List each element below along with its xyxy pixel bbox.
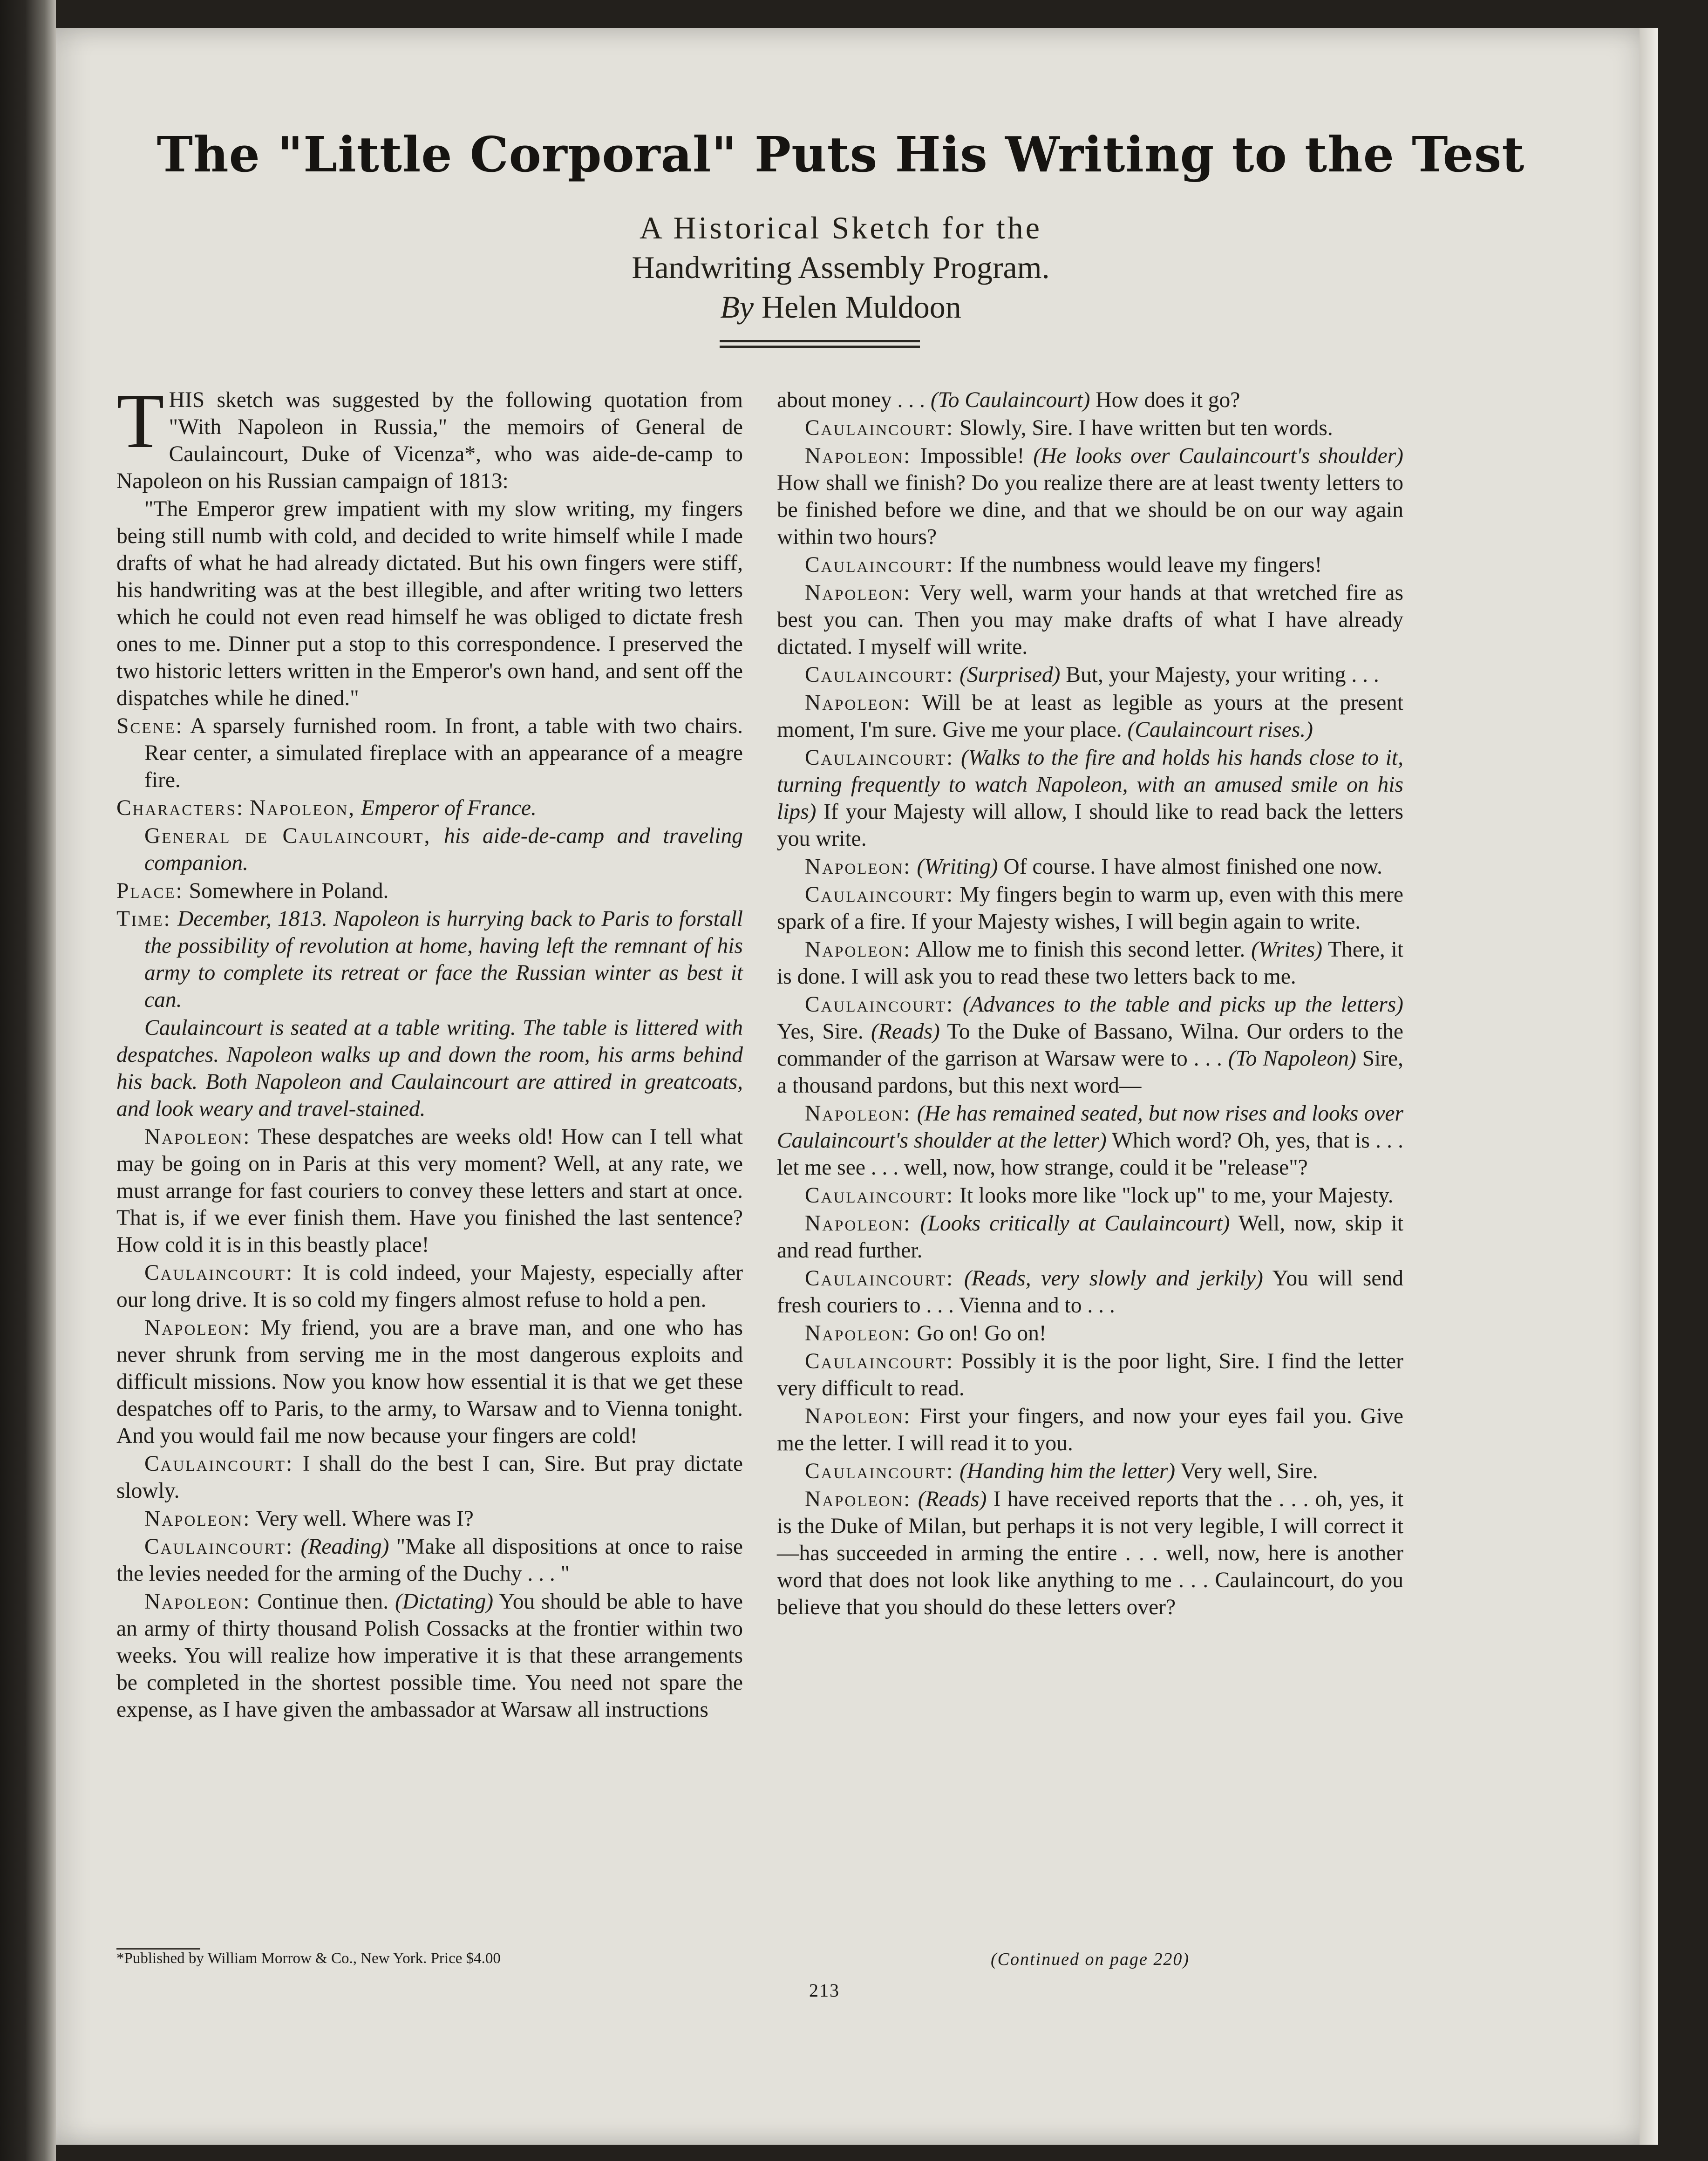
subtitle-line-1: A Historical Sketch for the	[640, 210, 1042, 245]
speaker-name: Caulaincourt:	[805, 992, 954, 1017]
paragraph	[116, 1123, 743, 1258]
title-rule-top	[720, 340, 920, 342]
speaker-name: Caulaincourt:	[805, 416, 954, 440]
paragraph	[777, 1265, 1403, 1319]
paragraph-text: Will be at least as legible as yours at the present moment, I'm sure. Give me your place.	[777, 691, 1403, 742]
speaker-name: Caulaincourt:	[805, 663, 954, 687]
paragraph-text: Slowly, Sire. I have written but ten words.	[959, 416, 1333, 440]
speaker-name: Napoleon:	[805, 691, 912, 715]
stage-direction: (Writing)	[917, 855, 998, 879]
paragraph-text: How shall we finish? Do you realize there are at least twenty letters to be finished before we dine, and that we should be on our way again within two hours?	[777, 471, 1403, 549]
paragraph-text: Of course. I have almost finished one now.	[1003, 855, 1382, 879]
paragraph	[777, 579, 1403, 660]
speaker-name: Caulaincourt:	[805, 883, 954, 907]
stage-label: Place:	[116, 879, 184, 903]
paragraph-text: Well, now, skip it and read further.	[777, 1211, 1403, 1263]
stage-direction: Emperor of France.	[361, 796, 537, 820]
paragraph	[777, 551, 1403, 578]
book-spine	[0, 0, 56, 2161]
paragraph-text: How does it go?	[1096, 388, 1240, 412]
byline	[154, 289, 1528, 326]
stage-direction: (Reading)	[300, 1535, 389, 1559]
speaker-name: Caulaincourt:	[805, 1183, 954, 1208]
speaker-name: Napoleon:	[144, 1316, 251, 1340]
paragraph-text: It looks more like "lock up" to me, your Majesty.	[959, 1183, 1394, 1208]
character-name: Napoleon,	[249, 796, 356, 820]
left-column	[116, 378, 743, 1724]
paragraph	[116, 905, 743, 1013]
speaker-name: Caulaincourt:	[144, 1261, 294, 1285]
paragraph-text: But, your Majesty, your writing . . .	[1066, 663, 1379, 687]
paragraph-text: Possibly it is the poor light, Sire. I find the letter very difficult to read.	[777, 1349, 1404, 1400]
speaker-name: Napoleon:	[144, 1590, 251, 1614]
paragraph	[116, 1533, 743, 1587]
paragraph	[116, 1450, 743, 1504]
paragraph	[777, 1100, 1403, 1181]
paragraph	[777, 689, 1403, 743]
paragraph	[777, 415, 1403, 442]
paragraph-text: Very well, warm your hands at that wretched fire as best you can. Then you may make drafts of what I have already dictated. I myself will write.	[777, 581, 1403, 659]
speaker-name: Napoleon:	[805, 938, 912, 962]
speaker-name: Napoleon:	[805, 581, 912, 605]
stage-direction: (To Napoleon)	[1228, 1047, 1356, 1071]
stage-direction: (He looks over Caulaincourt's shoulder)	[1033, 444, 1404, 468]
paragraph	[777, 1403, 1403, 1457]
stage-label: Characters:	[116, 796, 245, 820]
speaker-name: Napoleon:	[144, 1507, 251, 1531]
speaker-name: Napoleon:	[805, 444, 912, 468]
stage-direction: (Surprised)	[959, 663, 1061, 687]
paragraph-text: about money . . .	[777, 388, 925, 412]
paragraph	[777, 1348, 1403, 1402]
paragraph	[777, 1320, 1403, 1347]
paragraph	[116, 1588, 743, 1723]
speaker-name: Napoleon:	[805, 1487, 912, 1511]
paragraph	[116, 795, 743, 822]
stage-direction: (Caulaincourt rises.)	[1127, 718, 1313, 742]
page-number: 213	[809, 1980, 840, 2001]
paragraph-text: "Make all dispositions at once to raise the levies needed for the arming of the Duchy . . . "	[116, 1535, 743, 1586]
paragraph-text: Allow me to finish this second letter.	[916, 938, 1245, 962]
character-name: General de Caulaincourt,	[144, 824, 431, 848]
speaker-name: Caulaincourt:	[805, 1459, 954, 1483]
paragraph-text: I have received reports that the . . . oh, yes, it is the Duke of Milan, but perhaps it is not very legible, I will correct it—has succeeded in arming the entire . . . well, now, here is another word that does not look like anything to me . . . Caulaincourt, do you believe that you should do these letters over?	[777, 1487, 1404, 1619]
paragraph	[777, 1182, 1403, 1209]
stage-direction: (Reads)	[918, 1487, 987, 1511]
paragraph-text: It is cold indeed, your Majesty, especially after our long drive. It is so cold my fingers almost refuse to hold a pen.	[116, 1261, 743, 1312]
paragraph	[777, 442, 1403, 550]
paragraph-text: Yes, Sire.	[777, 1019, 864, 1044]
subtitle-line-2: Handwriting Assembly Program.	[632, 250, 1050, 285]
paragraph	[777, 661, 1403, 688]
paragraph	[777, 1486, 1403, 1621]
paragraph-text: Very well. Where was I?	[256, 1507, 474, 1531]
author-name: Helen Muldoon	[762, 289, 961, 325]
stage-direction: (To Caulaincourt)	[930, 388, 1090, 412]
speaker-name: Napoleon:	[805, 1321, 912, 1346]
paragraph-text: HIS sketch was suggested by the following quotation from "With Napoleon in Russia," the memoirs of General de Caulaincourt, Duke of Vicenza*, who was aide-de-camp to Napoleon on his Russian campaign of 1813:	[116, 388, 743, 493]
stage-direction: (Dictating)	[395, 1590, 494, 1614]
paragraph	[777, 881, 1403, 935]
paragraph-text: You will send fresh couriers to . . . Vienna and to . . .	[777, 1266, 1403, 1318]
paragraph-text: To the Duke of Bassano, Wilna. Our orders to the commander of the garrison at Warsaw were to . . .	[777, 1019, 1403, 1071]
paragraph	[116, 1314, 743, 1449]
stage-direction: December, 1813. Napoleon is hurrying back to Paris to forstall the possibility of revolution at home, having left the remnant of his army to complete its retreat or face the Russian winter as best it can.	[144, 907, 743, 1012]
paragraph	[116, 1505, 743, 1532]
page-edge	[1640, 28, 1658, 2145]
paragraph-text: If your Majesty will allow, I should like to read back the letters you write.	[777, 800, 1403, 851]
paragraph	[116, 877, 743, 904]
paragraph	[777, 1210, 1403, 1264]
paragraph	[777, 936, 1403, 990]
stage-direction: (Looks critically at Caulaincourt)	[920, 1211, 1230, 1236]
stage-direction: (Reads)	[871, 1019, 940, 1044]
stage-label: Scene:	[116, 714, 184, 738]
paragraph-text: My friend, you are a brave man, and one who has never shrunk from serving me in the most dangerous exploits and difficult missions. Now you know how essential it is that we get these despatches off to Paris, to the army, to Warsaw and to Vienna tonight. And you would fail me now because your fingers are cold!	[116, 1316, 743, 1448]
paragraph-text: First your fingers, and now your eyes fail you. Give me the letter. I will read it to you.	[777, 1404, 1403, 1455]
drop-cap: T	[116, 378, 164, 464]
speaker-name: Napoleon:	[805, 1404, 912, 1428]
paragraph	[116, 496, 743, 712]
stage-direction: (Reads, very slowly and jerkily)	[964, 1266, 1263, 1291]
stage-label: Time:	[116, 907, 171, 931]
paragraph-text: Impossible!	[920, 444, 1025, 468]
speaker-name: Caulaincourt:	[144, 1452, 294, 1476]
right-column	[777, 387, 1403, 1622]
paragraph-text: My fingers begin to warm up, even with this mere spark of a fire. If your Majesty wishes, I will begin again to write.	[777, 883, 1403, 934]
speaker-name: Caulaincourt:	[805, 746, 954, 770]
byline-prefix: By	[720, 289, 754, 325]
paragraph-text: There, it is done. I will ask you to read these two letters back to me.	[777, 938, 1403, 989]
speaker-name: Napoleon:	[144, 1125, 251, 1149]
paragraph-text: I shall do the best I can, Sire. But pray dictate slowly.	[116, 1452, 743, 1503]
paragraph-text: Which word? Oh, yes, that is . . . let me see . . . well, now, how strange, could it be "release"?	[777, 1128, 1403, 1180]
paragraph-text: If the numbness would leave my fingers!	[959, 553, 1322, 577]
speaker-name: Caulaincourt:	[805, 553, 954, 577]
article-title: The "Little Corporal" Puts His Writing to the Test	[157, 126, 1525, 183]
speaker-name: Caulaincourt:	[805, 1266, 954, 1291]
title-rule-bottom	[720, 346, 920, 348]
paragraph-text: Go on! Go on!	[917, 1321, 1047, 1346]
paragraph-text: "The Emperor grew impatient with my slow writing, my fingers being still numb with cold, and decided to write himself while I made drafts of what he had already dictated. But his own fingers were stiff, his handwriting was at the best illegible, and after writing two letters which he could not even read himself he was obliged to dictate fresh ones to me. Dinner put a stop to this correspondence. I preserved the two historic letters written in the Emperor's own hand, and sent off the dispatches while he dined."	[116, 497, 743, 710]
stage-direction: his aide-de-camp and traveling companion.	[144, 824, 743, 875]
paragraph-text: Continue then.	[257, 1590, 389, 1614]
paragraph	[777, 387, 1403, 414]
paragraph-text: Somewhere in Poland.	[189, 879, 389, 903]
paragraph	[777, 991, 1403, 1099]
footnote: *Published by William Morrow & Co., New York. Price $4.00	[116, 1950, 501, 1967]
speaker-name: Caulaincourt:	[805, 1349, 954, 1373]
speaker-name: Napoleon:	[805, 1101, 912, 1126]
paragraph-text: These despatches are weeks old! How can I tell what may be going on in Paris at this very moment? Well, at any rate, we must arrange for fast couriers to convey these letters and start at once. That is, if we ever finish them. Have you finished the last sentence? How cold it is in this beastly place!	[116, 1125, 743, 1257]
continued-note: (Continued on page 220)	[990, 1950, 1190, 1969]
paragraph-text: You should be able to have an army of thirty thousand Polish Cossacks at the frontier within two weeks. You will realize how imperative it is that these arrangements be completed in the shortest possible time. You need not spare the expense, as I have given the ambassador at Warsaw all instructions	[116, 1590, 743, 1722]
stage-direction: (He has remained seated, but now rises and looks over Caulaincourt's shoulder at the letter)	[777, 1101, 1403, 1153]
paragraph-text: Very well, Sire.	[1180, 1459, 1318, 1483]
paragraph-text: A sparsely furnished room. In front, a table with two chairs. Rear center, a simulated fireplace with an appearance of a meagre fire.	[144, 714, 743, 792]
stage-direction: (Handing him the letter)	[959, 1459, 1176, 1483]
paragraph	[116, 713, 743, 794]
stage-direction: (Walks to the fire and holds his hands close to it, turning frequently to watch Napoleon, with an amused smile on his lips)	[777, 746, 1403, 824]
paragraph	[777, 744, 1403, 852]
paragraph	[777, 853, 1403, 880]
paragraph	[116, 822, 743, 877]
stage-direction: (Advances to the table and picks up the letters)	[962, 992, 1404, 1017]
speaker-name: Napoleon:	[805, 855, 912, 879]
speaker-name: Napoleon:	[805, 1211, 912, 1236]
speaker-name: Caulaincourt:	[144, 1535, 294, 1559]
paragraph	[116, 1014, 743, 1122]
stage-direction: Caulaincourt is seated at a table writing. The table is littered with despatches. Napoleon walks up and down the room, his arms behind his back. Both Napoleon and Caulaincourt are attired in greatcoats, and look weary and travel-stained.	[116, 1016, 743, 1121]
paragraph	[777, 1458, 1403, 1485]
paragraph	[116, 1259, 743, 1313]
paragraph	[116, 378, 743, 495]
stage-direction: (Writes)	[1251, 938, 1323, 962]
paragraph-text: Sire, a thousand pardons, but this next word—	[777, 1047, 1404, 1098]
